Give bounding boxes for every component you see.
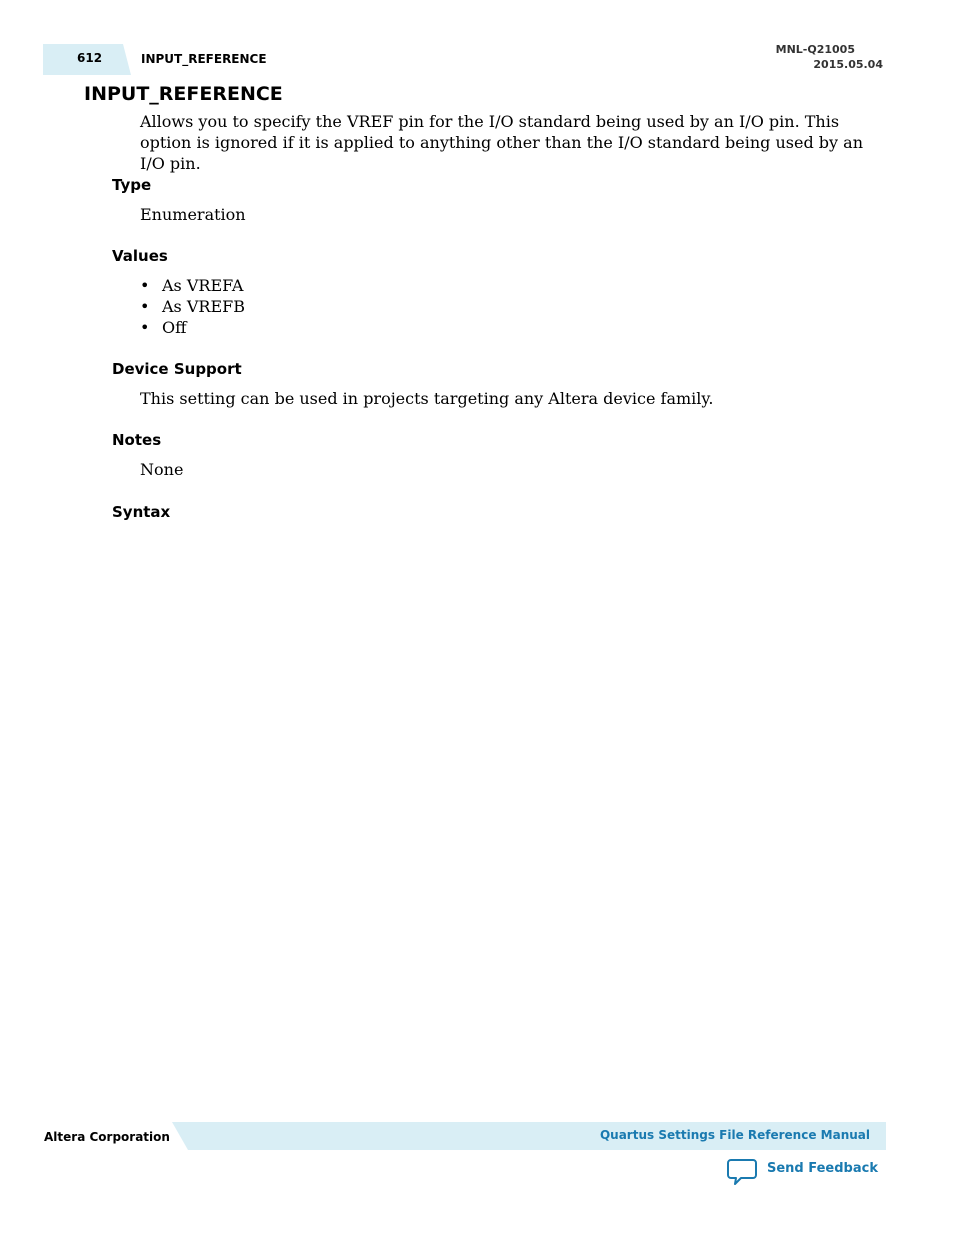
notes-text: None: [140, 460, 184, 479]
values-heading: Values: [112, 247, 168, 265]
type-heading: Type: [112, 176, 152, 194]
device-support-text: This setting can be used in projects targeting any Altera device family.: [140, 389, 714, 408]
page-number: 612: [77, 51, 103, 65]
type-value: Enumeration: [140, 205, 246, 224]
device-support-heading: Device Support: [112, 360, 242, 378]
notes-heading: Notes: [112, 431, 162, 449]
page-title: INPUT_REFERENCE: [84, 83, 283, 105]
list-item: • Off: [140, 317, 245, 338]
send-feedback-label: Send Feedback: [767, 1161, 878, 1176]
speech-bubble-icon: [727, 1158, 757, 1186]
list-item: • As VREFB: [140, 296, 245, 317]
running-header-title: INPUT_REFERENCE: [141, 52, 267, 66]
document-id: MNL-Q21005: [775, 43, 855, 56]
syntax-heading: Syntax: [112, 503, 171, 521]
description-paragraph: Allows you to specify the VREF pin for the I/O standard being used by an I/O pin. This option is ignored if it is applied to anything other than the I/O standard being used by an I/O pin.: [140, 112, 864, 173]
manual-link[interactable]: Quartus Settings File Reference Manual: [599, 1128, 870, 1142]
send-feedback-link[interactable]: [727, 1158, 878, 1186]
values-list: [140, 275, 245, 338]
document-date: 2015.05.04: [813, 58, 883, 71]
footer-company: Altera Corporation: [44, 1130, 170, 1144]
list-item: • As VREFA: [140, 275, 245, 296]
